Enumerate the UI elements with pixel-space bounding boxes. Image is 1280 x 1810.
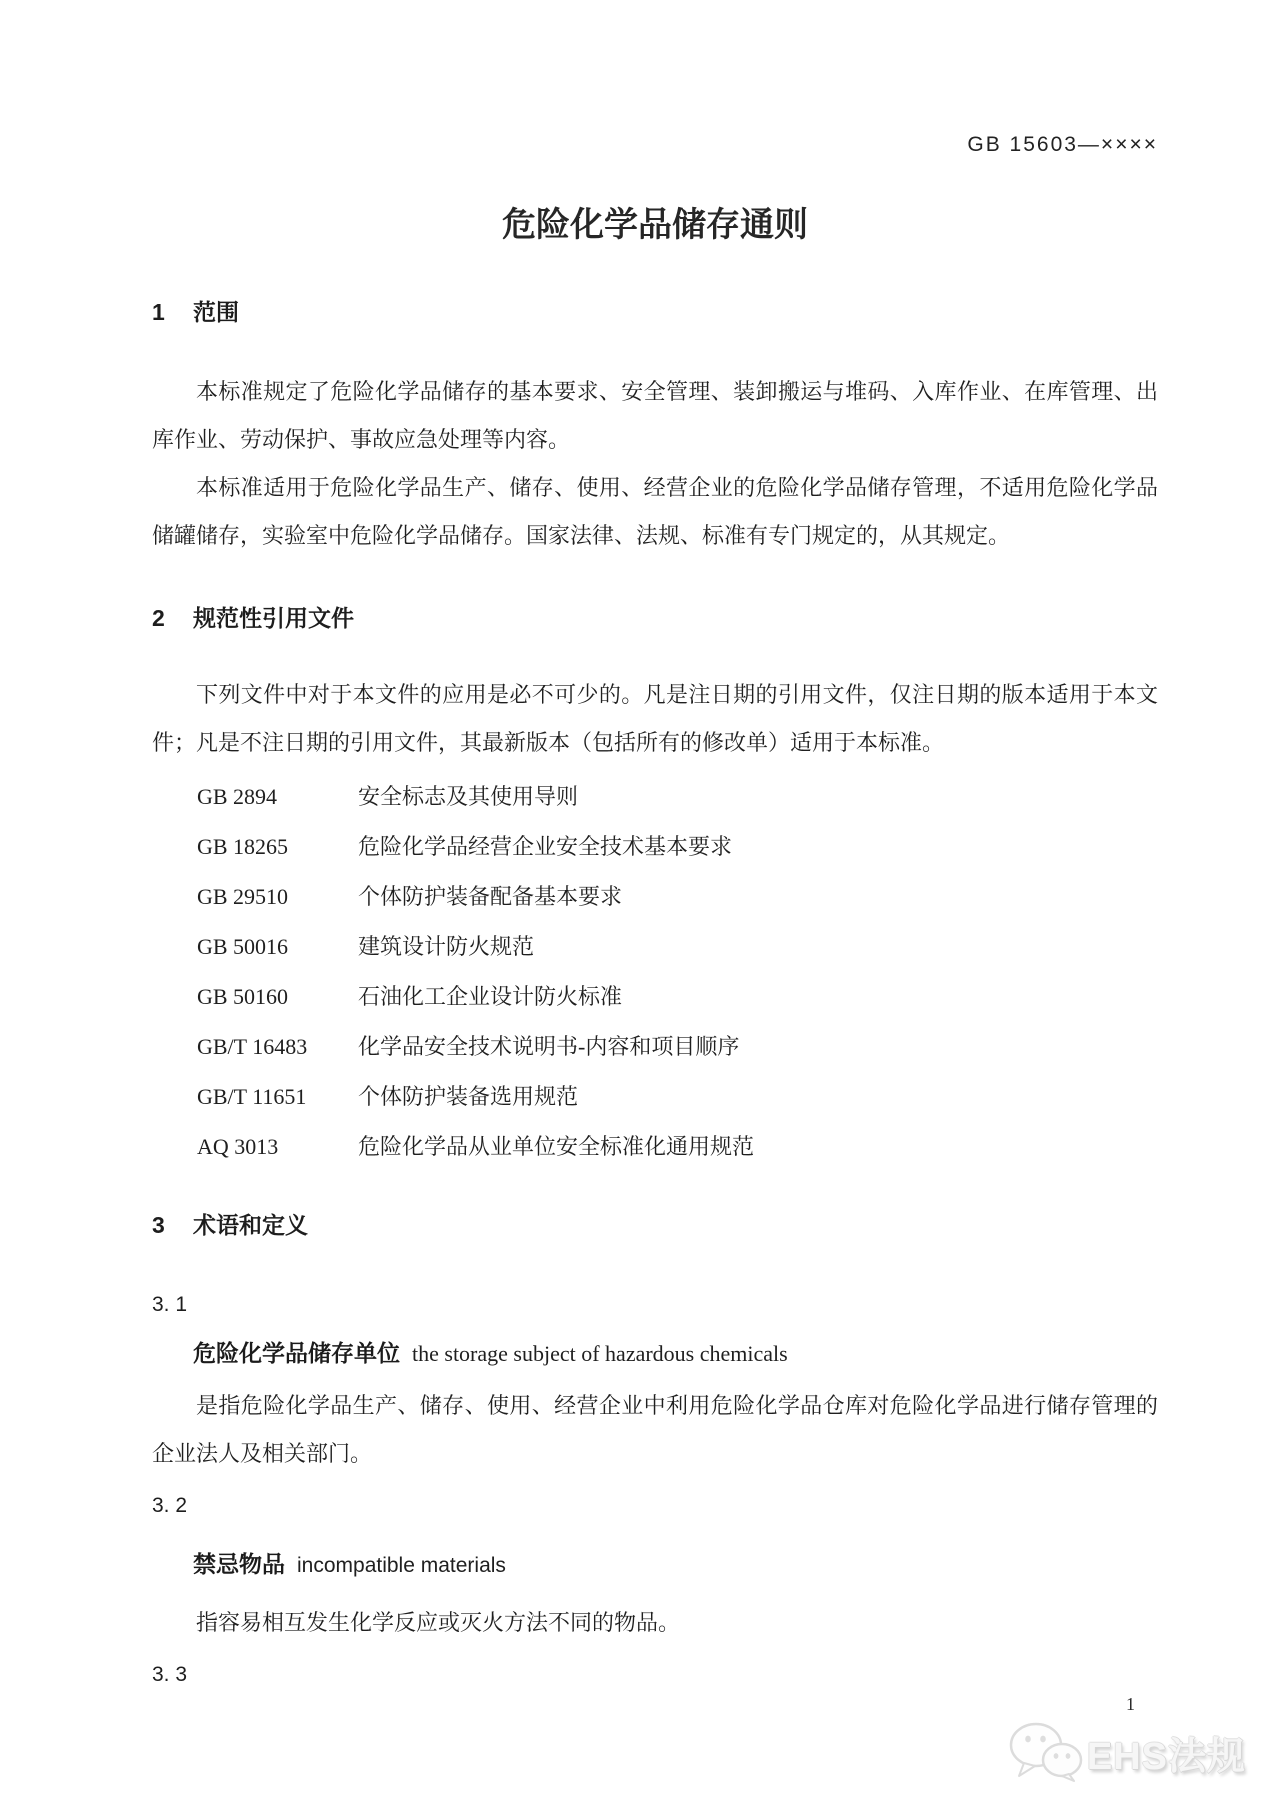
reference-title: 建筑设计防火规范	[358, 934, 535, 959]
reference-item	[197, 772, 1158, 822]
reference-code: GB 50016	[197, 934, 289, 959]
term-3-2-line	[152, 1549, 1158, 1581]
section-3-number: 3	[152, 1212, 165, 1238]
standard-code: GB 15603—××××	[967, 133, 1158, 156]
reference-item	[197, 1072, 1158, 1122]
section-2-number: 2	[152, 605, 165, 631]
term-3-1-definition: 是指危险化学品生产、储存、使用、经营企业中利用危险化学品仓库对危险化学品进行储存管理的企业法人及相关部门。	[152, 1393, 1158, 1466]
wechat-icon	[1009, 1722, 1083, 1782]
reference-code: AQ 3013	[197, 1134, 279, 1159]
term-3-2-definition: 指容易相互发生化学反应或灭火方法不同的物品。	[196, 1610, 681, 1635]
reference-code: GB 29510	[197, 884, 289, 909]
reference-title: 个体防护装备选用规范	[358, 1084, 579, 1109]
term-3-1-english: the storage subject of hazardous chemicals	[412, 1341, 788, 1366]
reference-code: GB 50160	[197, 984, 289, 1009]
reference-title: 安全标志及其使用导则	[358, 784, 579, 809]
watermark-text: EHS法规	[1086, 1735, 1246, 1778]
reference-item	[197, 1122, 1158, 1172]
term-3-2-number: 3. 2	[152, 1494, 188, 1517]
reference-title: 危险化学品经营企业安全技术基本要求	[358, 834, 733, 859]
reference-title: 危险化学品从业单位安全标准化通用规范	[358, 1134, 755, 1159]
scope-paragraph-2: 本标准适用于危险化学品生产、储存、使用、经营企业的危险化学品储存管理，不适用危险化学品储罐储存，实验室中危险化学品储存。国家法律、法规、标准有专门规定的，从其规定。	[152, 475, 1158, 548]
term-3-1-line	[152, 1338, 1158, 1369]
reference-item	[197, 872, 1158, 922]
section-2-heading	[152, 605, 1158, 631]
scope-paragraph-1: 本标准规定了危险化学品储存的基本要求、安全管理、装卸搬运与堆码、入库作业、在库管理、出库作业、劳动保护、事故应急处理等内容。	[152, 379, 1158, 452]
section-3-heading	[152, 1212, 1158, 1238]
reference-code: GB/T 11651	[197, 1084, 307, 1109]
normative-references-list	[197, 772, 1158, 1172]
reference-title: 石油化工企业设计防火标准	[358, 984, 623, 1009]
term-3-1-chinese: 危险化学品储存单位	[193, 1340, 400, 1366]
page-number: 1	[1126, 1694, 1135, 1714]
reference-item	[197, 1022, 1158, 1072]
reference-code: GB 18265	[197, 834, 289, 859]
document-title: 危险化学品储存通则	[502, 206, 808, 244]
section-3-title: 术语和定义	[193, 1212, 308, 1238]
term-3-2-english: incompatible materials	[297, 1554, 506, 1577]
section-1-title: 范围	[193, 299, 239, 325]
reference-title: 化学品安全技术说明书-内容和项目顺序	[358, 1034, 740, 1059]
reference-code: GB 2894	[197, 784, 278, 809]
references-intro-paragraph: 下列文件中对于本文件的应用是必不可少的。凡是注日期的引用文件，仅注日期的版本适用于本文件；凡是不注日期的引用文件，其最新版本（包括所有的修改单）适用于本标准。	[152, 682, 1158, 755]
reference-code: GB/T 16483	[197, 1034, 308, 1059]
term-3-1-number: 3. 1	[152, 1293, 188, 1316]
section-1-number: 1	[152, 299, 165, 325]
reference-item	[197, 972, 1158, 1022]
reference-title: 个体防护装备配备基本要求	[358, 884, 623, 909]
term-3-3-number: 3. 3	[152, 1663, 188, 1686]
reference-item	[197, 922, 1158, 972]
watermark	[1009, 1722, 1246, 1782]
section-2-title: 规范性引用文件	[193, 605, 354, 631]
section-1-heading	[152, 299, 1158, 325]
term-3-2-chinese: 禁忌物品	[193, 1551, 285, 1577]
reference-item	[197, 822, 1158, 872]
